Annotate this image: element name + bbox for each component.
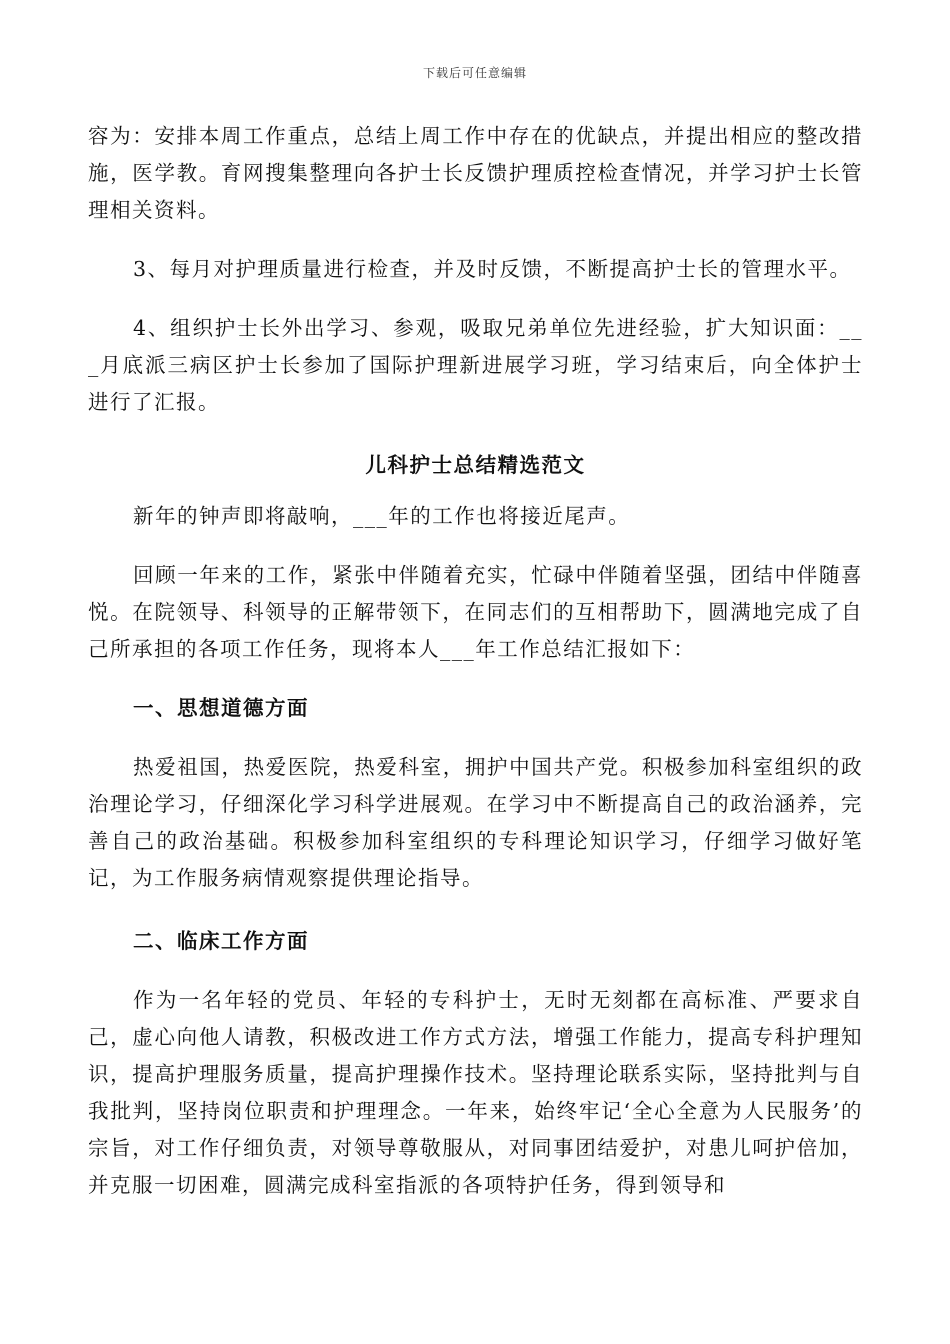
paragraph-clinical: 作为一名年轻的党员、年轻的专科护士，无时无刻都在高标准、严要求自己，虚心向他人请教，积极改进工作方式方法，增强工作能力，提高专科护理知识，提高护理服务质量，提高护理操作技术。坚持理论联系实际，坚持批判与自我批判，坚持岗位职责和护理理念。一年来，始终牢记‘全心全意为人民服务’的宗旨，对工作仔细负责，对领导尊敬服从，对同事团结爱护，对患儿呵护倍加，并克服一切困难，圆满完成科室指派的各项特护任务，得到领导和: [88, 988, 863, 1197]
paragraph-moral: 热爱祖国，热爱医院，热爱科室，拥护中国共产党。积极参加科室组织的政治理论学习，仔细深化学习科学进展观。在学习中不断提高自己的政治涵养，完善自己的政治基础。积极参加科室组织的专科理论知识学习，仔细学习做好笔记，为工作服务病情观察提供理论指导。: [88, 755, 863, 890]
paragraph-continuation: 容为：安排本周工作重点，总结上周工作中存在的优缺点，并提出相应的整改措施，医学教。育网搜集整理向各护士长反馈护理质控检查情况，并学习护士长管理相关资料。: [88, 124, 863, 222]
document-title: 儿科护士总结精选范文: [365, 453, 586, 477]
paragraph-review: 回顾一年来的工作，紧张中伴随着充实，忙碌中伴随着坚强，团结中伴随喜悦。在院领导、科领导的正解带领下，在同志们的互相帮助下，圆满地完成了自己所承担的各项工作任务，现将本人___年工作总结汇报如下：: [88, 563, 863, 661]
section-heading-moral: 一、思想道德方面: [133, 696, 309, 720]
paragraph-item-3: 3、每月对护理质量进行检查，并及时反馈，不断提高护士长的管理水平。: [133, 257, 852, 281]
paragraph-item-4: 4、组织护士长外出学习、参观，吸取兄弟单位先进经验，扩大知识面：__ _月底派三病区护士长参加了国际护理新进展学习班，学习结束后，向全体护士进行了汇报。: [88, 316, 863, 414]
section-heading-clinical: 二、临床工作方面: [133, 929, 309, 953]
document-body: [88, 118, 863, 1204]
page-header-note: 下载后可任意编辑: [422, 66, 527, 80]
paragraph-intro: 新年的钟声即将敲响，___年的工作也将接近尾声。: [133, 504, 631, 528]
